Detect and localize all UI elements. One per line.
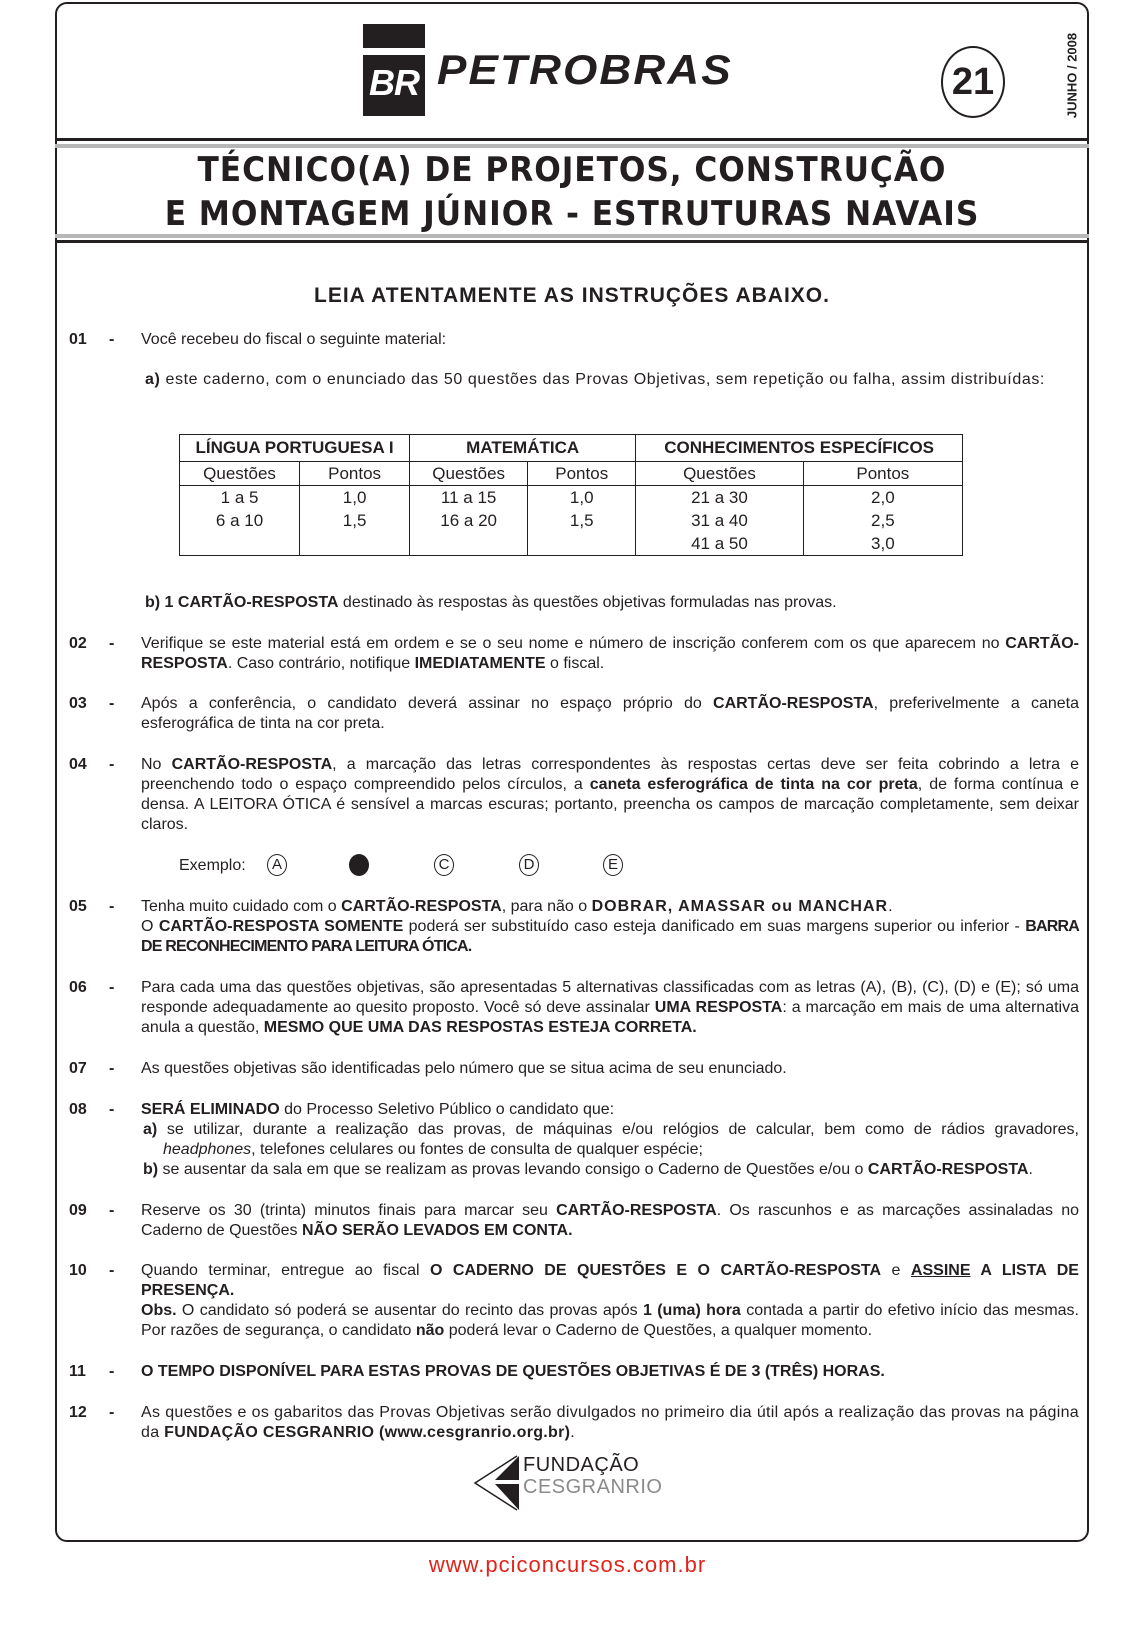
item-body	[141, 1201, 1079, 1241]
page-frame	[55, 2, 1089, 1542]
sub-text: destinado às respostas às questões objetivas formuladas nas provas.	[338, 594, 837, 611]
text: , preferivelmente a caneta esferográfica de tinta na cor preta.	[141, 695, 1079, 732]
underlined-bold-text: ASSINE	[910, 1262, 971, 1279]
distribution-table	[179, 434, 963, 556]
bold-text: não	[415, 1322, 445, 1339]
bold-text: O CADERNO DE QUESTÕES E O CARTÃO-RESPOSTA	[430, 1262, 882, 1279]
item-body	[141, 755, 1079, 835]
text: O	[141, 918, 159, 935]
item-body	[141, 634, 1079, 674]
item-body	[141, 897, 1079, 957]
text: As questões e os gabaritos das Provas Objetivas serão divulgados no primeiro dia útil após a realização das provas na página da	[141, 1404, 1079, 1441]
bubble-b-filled-icon	[349, 854, 369, 876]
obs-line	[141, 1301, 1079, 1341]
item-dash: -	[109, 898, 115, 915]
sub-label: a)	[145, 371, 161, 388]
item-number: 07	[69, 1060, 87, 1077]
bubble-d-icon: D	[519, 854, 539, 876]
text: se ausentar da sala em que se realizam as provas levando consigo o Caderno de Questões e/ou o	[158, 1161, 868, 1178]
bold-text: CARTÃO-RESPOSTA	[341, 898, 502, 915]
answer-example	[179, 854, 679, 878]
bold-text: CARTÃO-RESPOSTA	[556, 1202, 717, 1219]
obs-label: Obs.	[141, 1302, 177, 1319]
instruction-01	[69, 330, 1079, 390]
text: do Processo Seletivo Público o candidato que:	[279, 1101, 615, 1118]
line	[141, 1100, 1079, 1120]
text: e	[881, 1262, 911, 1279]
group-conhecimentos-especificos: CONHECIMENTOS ESPECÍFICOS	[636, 435, 963, 462]
line	[141, 897, 1079, 917]
table-subheader	[180, 462, 963, 486]
line	[141, 917, 1079, 957]
item-number: 03	[69, 695, 87, 712]
text: poderá ser substituído caso esteja danificado em suas margens superior ou inferior -	[403, 918, 1026, 935]
bold-text: MESMO QUE UMA DAS RESPOSTAS ESTEJA CORRETA.	[263, 1019, 697, 1036]
text: Para cada uma das questões objetivas, são apresentadas 5 alternativas classificadas com as letras (A), (B), (C), (D) e (E); só uma responde adequadamente ao quesito proposto. Você só deve assinalar	[141, 979, 1079, 1016]
group-lingua-portuguesa: LÍNGUA PORTUGUESA I	[180, 435, 410, 462]
line	[141, 1261, 1079, 1301]
bubble-e-icon: E	[603, 854, 623, 876]
exam-date: JUNHO / 2008	[1064, 32, 1080, 119]
text: : a marcação em mais de uma alternativa anula a questão,	[141, 999, 1079, 1036]
instruction-12	[69, 1403, 1079, 1443]
instruction-01-b	[69, 593, 1079, 613]
item-dash: -	[109, 1404, 115, 1421]
bold-text: CARTÃO-RESPOSTA	[713, 695, 874, 712]
text: , telefones celulares ou fontes de consulta de qualquer espécie;	[251, 1141, 703, 1158]
text: contada a partir do efetivo início das mesmas. Por razões de segurança, o candidato	[141, 1302, 1079, 1339]
instruction-07	[69, 1059, 1079, 1079]
table-cell: 1 a 5	[180, 486, 300, 510]
item-body	[141, 1100, 1079, 1180]
table-cell: 1,5	[300, 509, 410, 532]
item-dash: -	[109, 979, 115, 996]
table-cell	[528, 532, 636, 556]
exam-number-badge: 21	[941, 46, 1005, 118]
item-sub-a	[145, 370, 1079, 390]
table-row	[180, 486, 963, 510]
text: Reserve os 30 (trinta) minutos finais para marcar seu	[141, 1202, 557, 1219]
text: .	[888, 898, 893, 915]
item-dash: -	[109, 1060, 115, 1077]
bubble-c-icon: C	[434, 854, 454, 876]
logo-text: BR	[369, 62, 419, 103]
item-number: 09	[69, 1202, 87, 1219]
instruction-02	[69, 634, 1079, 674]
item-dash: -	[109, 756, 115, 773]
example-label: Exemplo:	[179, 857, 246, 874]
cesgranrio-arrow-icon	[473, 1454, 521, 1512]
bold-text: CARTÃO-RESPOSTA	[171, 756, 333, 773]
table-cell: 3,0	[803, 532, 962, 556]
text: . Caso contrário, notifique	[227, 655, 415, 672]
sub-label: a)	[143, 1121, 158, 1138]
instruction-09	[69, 1201, 1079, 1241]
instruction-05	[69, 897, 1079, 957]
header	[57, 4, 1087, 140]
instructions-heading: LEIA ATENTAMENTE AS INSTRUÇÕES ABAIXO.	[314, 284, 830, 307]
page-title	[96, 148, 1047, 236]
item-number: 06	[69, 979, 87, 996]
item-dash: -	[109, 1363, 115, 1380]
item-number: 08	[69, 1101, 87, 1118]
table-cell	[180, 532, 300, 556]
group-matematica: MATEMÁTICA	[410, 435, 636, 462]
column-header: Pontos	[300, 462, 410, 486]
item-number: 05	[69, 898, 87, 915]
text: o fiscal.	[545, 655, 605, 672]
text: Tenha muito cuidado com o	[141, 898, 342, 915]
table-row	[180, 532, 963, 556]
item-dash: -	[109, 1101, 115, 1118]
bold-text: CARTÃO-RESPOSTA	[141, 635, 1079, 672]
table-cell: 31 a 40	[636, 509, 803, 532]
bubble-a-icon: A	[267, 854, 287, 876]
table-cell: 2,0	[803, 486, 962, 510]
sub-text: este caderno, com o enunciado das 50 questões das Provas Objetivas, sem repetição ou falha, assim distribuídas:	[160, 371, 1045, 388]
brand-name: PETROBRAS	[437, 46, 733, 93]
footer-url-link[interactable]: www.pciconcursos.com.br	[428, 1552, 707, 1577]
item-body	[141, 694, 1079, 734]
sub-label: b)	[143, 1161, 159, 1178]
bold-text: BARRA DE RECONHECIMENTO PARA LEITURA ÓTICA.	[141, 918, 1080, 955]
table-cell	[300, 532, 410, 556]
bold-text: CARTÃO-RESPOSTA	[867, 1161, 1029, 1178]
text: O candidato só poderá se ausentar do recinto das provas após	[176, 1302, 643, 1319]
item-body	[141, 1261, 1079, 1341]
item-body	[141, 1403, 1079, 1443]
column-header: Pontos	[803, 462, 962, 486]
text: poderá levar o Caderno de Questões, a qualquer momento.	[444, 1322, 873, 1339]
logo-line-1: FUNDAÇÃO	[523, 1454, 640, 1476]
column-header: Questões	[636, 462, 803, 486]
item-dash: -	[109, 1202, 115, 1219]
table-cell: 11 a 15	[410, 486, 528, 510]
table-cell: 21 a 30	[636, 486, 803, 510]
text: .	[1028, 1161, 1033, 1178]
item-sub-b	[145, 593, 1079, 613]
item-dash: -	[109, 1262, 115, 1279]
item-number: 11	[69, 1363, 86, 1380]
instruction-11	[69, 1362, 1079, 1382]
item-number: 01	[69, 331, 87, 348]
item-body	[141, 330, 1079, 390]
item-text: Você recebeu do fiscal o seguinte material:	[141, 331, 447, 348]
item-dash: -	[109, 331, 115, 348]
table-cell: 6 a 10	[180, 509, 300, 532]
item-dash: -	[109, 695, 115, 712]
item-number: 10	[69, 1262, 87, 1279]
br-logo	[363, 24, 425, 116]
bold-text: UMA RESPOSTA	[654, 999, 783, 1016]
table-cell: 2,5	[803, 509, 962, 532]
table-cell: 41 a 50	[636, 532, 803, 556]
bold-text: CARTÃO-RESPOSTA SOMENTE	[158, 918, 404, 935]
instruction-08	[69, 1100, 1079, 1180]
table-group-header	[180, 435, 963, 462]
item-body	[141, 978, 1079, 1038]
text: , de forma contínua e densa. A LEITORA ÓTICA é sensível a marcas escuras; portanto, preencha os campos de marcação completamente, sem deixar claros.	[141, 776, 1080, 833]
item-sub-b	[143, 1160, 1079, 1180]
sub-label: b) 1 CARTÃO-RESPOSTA	[145, 594, 339, 611]
item-number: 12	[69, 1404, 87, 1421]
item-body: As questões objetivas são identificadas pelo número que se situa acima de seu enunciado.	[141, 1060, 787, 1077]
logo-line-2: CESGRANRIO	[523, 1476, 663, 1498]
text: se utilizar, durante a realização das provas, de máquinas e/ou relógios de calcular, bem como de rádios gravadores,	[157, 1121, 1079, 1138]
text: Quando terminar, entregue ao fiscal	[141, 1262, 430, 1279]
divider	[55, 234, 1089, 238]
column-header: Questões	[180, 462, 300, 486]
table-cell: 1,0	[528, 486, 636, 510]
item-sub-a	[143, 1120, 1079, 1160]
text: , a marcação das letras correspondentes às respostas certas deve ser feita cobrindo a letra e preenchendo todo o espaço compreendido pelos círculos, a	[141, 756, 1079, 793]
bold-text: A LISTA DE PRESENÇA.	[141, 1262, 1079, 1299]
bold-text: SERÁ ELIMINADO	[141, 1101, 280, 1118]
divider	[55, 138, 1089, 141]
item-body: O TEMPO DISPONÍVEL PARA ESTAS PROVAS DE QUESTÕES OBJETIVAS É DE 3 (TRÊS) HORAS.	[141, 1363, 885, 1380]
table-cell: 16 a 20	[410, 509, 528, 532]
instruction-03	[69, 694, 1079, 734]
column-header: Pontos	[528, 462, 636, 486]
text: . Os rascunhos e as marcações assinaladas no Caderno de Questões	[141, 1202, 1079, 1239]
text: Verifique se este material está em ordem e se o seu nome e número de inscrição conferem com os que aparecem no	[141, 635, 1006, 652]
title-line-2: E MONTAGEM JÚNIOR - ESTRUTURAS NAVAIS	[164, 194, 980, 234]
table-cell: 1,5	[528, 509, 636, 532]
italic-text: headphones	[163, 1141, 252, 1158]
title-band	[55, 138, 1089, 244]
title-line-1: TÉCNICO(A) DE PROJETOS, CONSTRUÇÃO	[197, 150, 947, 190]
bold-text: IMEDIATAMENTE	[414, 655, 546, 672]
table-cell	[410, 532, 528, 556]
item-number: 04	[69, 756, 87, 773]
text: Após a conferência, o candidato deverá assinar no espaço próprio do	[141, 695, 714, 712]
logo-bar	[363, 24, 425, 48]
item-number: 02	[69, 635, 87, 652]
column-header: Questões	[410, 462, 528, 486]
cesgranrio-logo	[473, 1454, 673, 1514]
table-row	[180, 509, 963, 532]
instruction-04	[69, 755, 1079, 835]
instruction-06	[69, 978, 1079, 1038]
text: , para não o	[501, 898, 592, 915]
divider	[55, 240, 1089, 243]
bold-text: DOBRAR, AMASSAR ou MANCHAR	[591, 898, 889, 915]
instruction-10	[69, 1261, 1079, 1341]
text: .	[570, 1424, 576, 1441]
item-dash: -	[109, 635, 115, 652]
bold-text: FUNDAÇÃO CESGRANRIO (www.cesgranrio.org.br)	[164, 1424, 571, 1441]
text: No	[141, 756, 172, 773]
table-cell: 1,0	[300, 486, 410, 510]
bold-text: caneta esferográfica de tinta na cor preta	[589, 776, 918, 793]
bold-text: 1 (uma) hora	[642, 1302, 741, 1319]
bold-text: NÃO SERÃO LEVADOS EM CONTA.	[302, 1222, 573, 1239]
